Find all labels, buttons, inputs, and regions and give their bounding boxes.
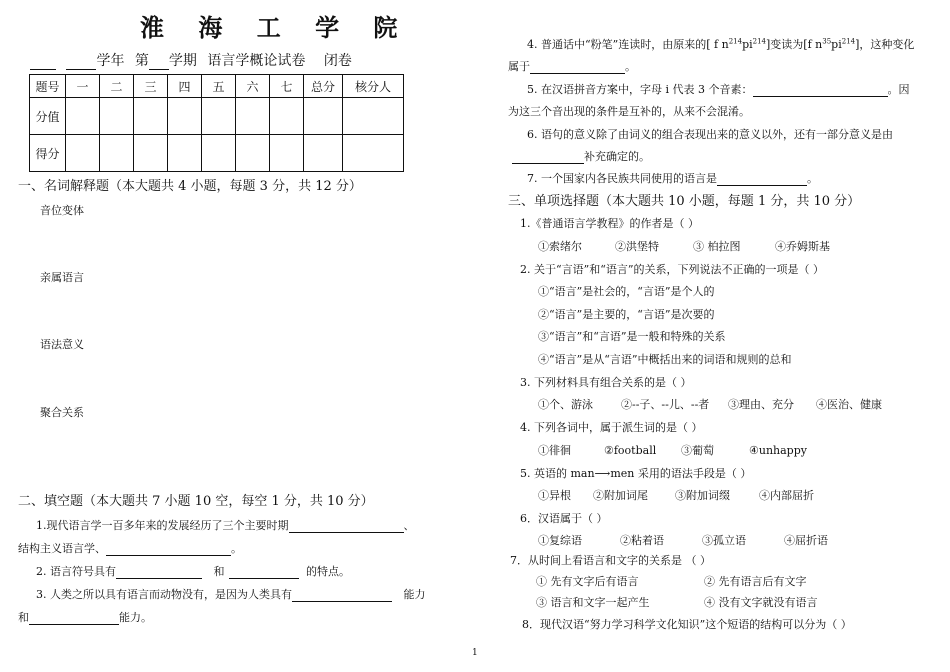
exam-type: 闭卷 — [323, 53, 352, 69]
fill-q5-line1: 5. 在汉语拼音方案中，字母 i 代表 3 个音素： 。因 — [527, 83, 910, 96]
mc-option: ②附加词尾 — [593, 489, 648, 502]
fill-q6-line2: 补充确定的。 — [512, 148, 650, 164]
fill-q4-line1: 4. 普通话中“粉笔”连读时，由原来的[ f $n^{214}pi^{214}$]变读为[f $n^{35}pi^{214}$]，这种变化 — [527, 37, 915, 51]
mc-option: ④unhappy — [749, 444, 807, 457]
mc-question: 2. 关于“言语”和“语言”的关系，下列说法不正确的一项是（ ） — [520, 263, 824, 276]
fill-q1-line2: 结构主义语言学、 。 — [18, 542, 242, 555]
header-cell: 题号 — [30, 75, 66, 98]
school-title: 淮 海 工 学 院 — [140, 13, 411, 42]
mc-option: ③葡萄 — [681, 444, 714, 457]
mc-option: ①徘徊 — [538, 444, 571, 457]
row-label: 得分 — [30, 135, 66, 172]
fill-q6-line1: 6. 语句的意义除了由词义的组合表现出来的意义以外，还有一部分意义是由 — [527, 128, 893, 141]
mc-question: 6．汉语属于（ ） — [520, 512, 608, 525]
mc-options — [538, 396, 882, 412]
mc-option: ④“语言”是从“言语”中概括出来的词语和规则的总和 — [538, 353, 792, 366]
header-cell: 核分人 — [343, 75, 404, 98]
term-item: 聚合关系 — [40, 406, 84, 419]
header-cell: 三 — [134, 75, 168, 98]
mc-option: ④乔姆斯基 — [775, 240, 830, 253]
di-label: 第 — [134, 53, 149, 69]
mc-option: ④内部屈折 — [759, 489, 814, 502]
term-blank — [149, 56, 169, 70]
term-item: 音位变体 — [40, 204, 84, 217]
mc-options — [538, 238, 830, 254]
header-cell: 总分 — [304, 75, 343, 98]
fill-q1-line1: 1.现代语言学一百多年来的发展经历了三个主要时期 、 — [36, 519, 415, 532]
fill-q3-line1: 3. 人类之所以具有语言而动物没有，是因为人类具有 能力 — [36, 588, 426, 601]
mc-option: ②football — [604, 444, 657, 457]
fill-q7: 7. 一个国家内各民族共同使用的语言是 。 — [527, 172, 818, 185]
mc-option: ③附加词缀 — [675, 489, 730, 502]
header-cell: 七 — [270, 75, 304, 98]
mc-option: ①异根 — [538, 489, 571, 502]
mc-options — [538, 532, 828, 548]
header-cell: 二 — [100, 75, 134, 98]
row-label: 分值 — [30, 98, 66, 135]
course-name: 语言学概论试卷 — [207, 53, 306, 69]
term-label: 学期 — [168, 53, 197, 69]
exam-subtitle — [30, 50, 352, 70]
mc-option: ③ 柏拉图 — [693, 240, 741, 253]
mc-option: ④屈折语 — [784, 534, 828, 547]
header-cell: 六 — [236, 75, 270, 98]
header-cell: 五 — [202, 75, 236, 98]
mc-question: 8．现代汉语“努力学习科学文化知识”这个短语的结构可以分为（ ） — [522, 618, 852, 631]
mc-option: ③理由、充分 — [728, 398, 794, 411]
mc-question: 4. 下列各词中，属于派生词的是（ ） — [520, 421, 703, 434]
section1-title: 一、名词解释题（本大题共 4 小题，每题 3 分，共 12 分） — [18, 179, 362, 194]
page-number: 1 — [472, 648, 478, 658]
mc-question: 1.《普通语言学教程》的作者是（ ） — [520, 217, 699, 230]
mc-option: ① 先有文字后有语言 — [536, 575, 639, 588]
mc-options — [536, 573, 807, 589]
year-label: 学年 — [96, 53, 125, 69]
mc-question: 7．从时间上看语言和文字的关系是 （ ） — [510, 554, 711, 567]
score-table-row — [30, 135, 404, 172]
fill-q4-line2: 属于 。 — [508, 60, 636, 73]
mc-question: 5. 英语的 man⟶men 采用的语法手段是（ ） — [520, 467, 752, 480]
score-table-row — [30, 98, 404, 135]
term-item: 语法意义 — [40, 338, 84, 351]
mc-option: ①复综语 — [538, 534, 582, 547]
section3-title: 三、单项选择题（本大题共 10 小题，每题 1 分，共 10 分） — [508, 194, 861, 209]
mc-option: ①索绪尔 — [538, 240, 582, 253]
mc-option: ④医治、健康 — [816, 398, 882, 411]
fill-q2: 2. 语言符号具有 和 的特点。 — [36, 565, 350, 578]
section2-title: 二、填空题（本大题共 7 小题 10 空，每空 1 分，共 10 分） — [18, 494, 374, 509]
mc-option: ③“语言”和“言语”是一般和特殊的关系 — [538, 330, 726, 343]
mc-option: ①“语言”是社会的，“言语”是个人的 — [538, 285, 715, 298]
score-table — [29, 74, 404, 172]
mc-option: ③ 语言和文字一起产生 — [536, 596, 650, 609]
mc-option: ①个、游泳 — [538, 398, 593, 411]
fill-q3-line2: 和 能力。 — [18, 611, 152, 624]
score-table-header-row — [30, 75, 404, 98]
term-item: 亲属语言 — [40, 271, 84, 284]
mc-question: 3. 下列材料具有组合关系的是（ ） — [520, 376, 692, 389]
year-blank-1 — [30, 56, 56, 70]
mc-option: ②粘着语 — [620, 534, 664, 547]
mc-option: ②“语言”是主要的，“言语”是次要的 — [538, 308, 715, 321]
mc-options — [538, 487, 814, 503]
mc-options — [538, 442, 807, 458]
fill-q5-line2: 为这三个音出现的条件是互补的，从来不会混淆。 — [508, 105, 750, 118]
mc-option: ③孤立语 — [702, 534, 746, 547]
header-cell: 四 — [168, 75, 202, 98]
year-blank-2 — [66, 56, 96, 70]
header-cell: 一 — [66, 75, 100, 98]
mc-option: ②--子、--儿、--者 — [621, 398, 710, 411]
mc-option: ④ 没有文字就没有语言 — [704, 596, 818, 609]
mc-options — [536, 594, 818, 610]
mc-option: ② 先有语言后有文字 — [704, 575, 807, 588]
mc-option: ②洪堡特 — [615, 240, 659, 253]
